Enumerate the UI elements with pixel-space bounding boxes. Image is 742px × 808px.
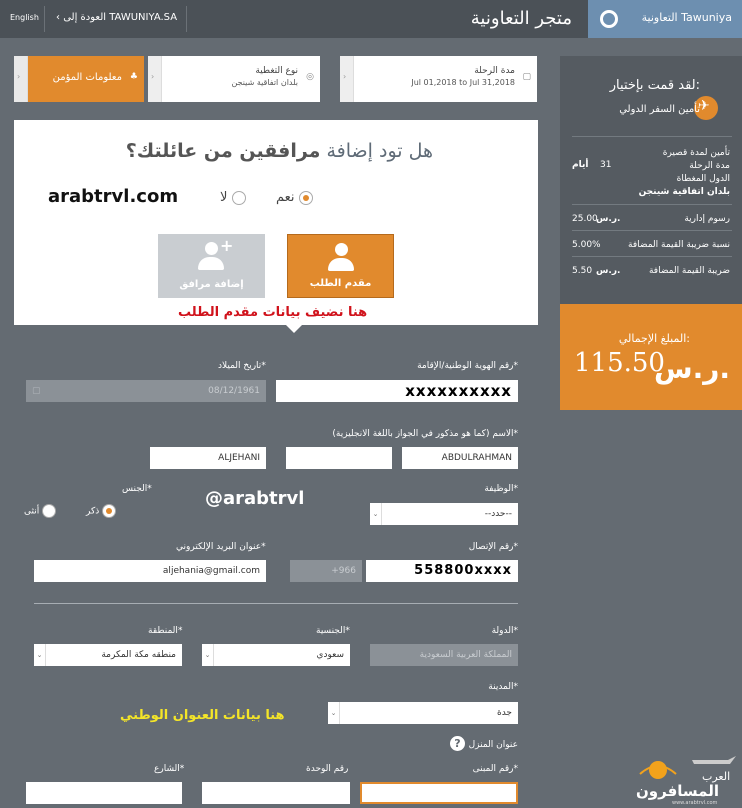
- back-link-label: العودة إلى TAWUNIYA.SA: [63, 12, 178, 23]
- city-label: المدينة*: [488, 682, 518, 692]
- divider: [572, 256, 732, 257]
- phone-value: 558800xxxx: [414, 563, 512, 578]
- top-bar: [0, 0, 742, 38]
- country-label: الدولة*: [491, 626, 518, 636]
- radio-no-button[interactable]: [232, 191, 246, 205]
- admin-fee-label: رسوم إدارية: [684, 214, 730, 224]
- store-title: متجر التعاونية: [470, 8, 572, 29]
- step-title: نوع التغطية: [255, 66, 298, 76]
- chevron-down-icon: ⌄: [34, 644, 46, 666]
- vat-value: 5.50: [572, 266, 593, 276]
- brand-name: التعاونية Tawuniya: [641, 11, 732, 24]
- radio-no-label: لا: [220, 190, 228, 205]
- radio-male-button[interactable]: [102, 504, 116, 518]
- arabtrvl-logo: [632, 752, 740, 806]
- vat-rate-label: نسبة ضريبة القيمة المضافة: [628, 240, 730, 250]
- phone-code: [290, 560, 362, 582]
- step-subtitle: بلدان اتفاقية شينجن: [231, 78, 298, 87]
- radio-yes[interactable]: [276, 190, 313, 205]
- building-label: رقم المبنى*: [472, 764, 518, 774]
- region-value: منطقه مكة المكرمة: [101, 650, 176, 660]
- add-companion-tile[interactable]: [158, 234, 265, 298]
- divider: [572, 204, 732, 205]
- total-label: المبلغ الإجمالي:: [618, 332, 690, 345]
- vat-currency: ر.س.: [596, 266, 621, 276]
- chevron-down-icon: ⌄: [328, 702, 340, 724]
- street-label: الشارع*: [154, 764, 185, 774]
- job-label: الوظيفة*: [484, 484, 518, 494]
- nationality-value: سعودي: [316, 650, 344, 660]
- step-coverage-type[interactable]: [148, 56, 320, 102]
- phone-input[interactable]: [366, 560, 518, 582]
- email-input[interactable]: [34, 560, 266, 582]
- radio-male[interactable]: [86, 504, 116, 518]
- divider: [572, 136, 732, 137]
- person-icon: [328, 243, 354, 273]
- step-arrow: ›: [14, 56, 28, 102]
- city-value: جدة: [496, 708, 512, 718]
- calendar-icon: ▢: [32, 386, 41, 396]
- home-address-label: عنوان المنزل: [468, 740, 518, 750]
- total-box: [560, 304, 742, 410]
- summary-duration-label: مدة الرحلة: [689, 161, 730, 171]
- applicant-tile-label: مقدم الطلب: [309, 278, 372, 289]
- divider: [572, 230, 732, 231]
- step-arrow: ›: [340, 56, 354, 102]
- calendar-icon: ▢: [522, 72, 531, 82]
- radio-yes-label: نعم: [276, 190, 295, 205]
- step-arrow: ›: [148, 56, 162, 102]
- summary-duration-value: 31: [600, 160, 612, 170]
- step-title: معلومات المؤمن: [52, 72, 122, 83]
- nationality-select[interactable]: [202, 644, 350, 666]
- job-select[interactable]: [370, 503, 518, 525]
- globe-icon: ◎: [306, 72, 314, 82]
- email-label: عنوان البريد الإلكتروني*: [176, 542, 266, 552]
- summary-duration-unit: أيام: [572, 160, 589, 170]
- dob-value: 08/12/1961: [208, 386, 260, 396]
- summary-term: تأمين لمدة قصيرة: [662, 148, 730, 158]
- total-amount: 115.50: [574, 348, 665, 378]
- tawuniya-logo-icon: [600, 10, 618, 28]
- logo-bottom-text: المسافرون: [636, 782, 720, 800]
- dob-label: تاريخ الميلاد*: [218, 361, 266, 371]
- country-value: المملكة العربية السعودية: [419, 650, 512, 660]
- users-icon: ♣: [129, 72, 138, 82]
- vat-label: ضريبة القيمة المضافة: [648, 266, 730, 276]
- radio-female-button[interactable]: [42, 504, 56, 518]
- section-divider: [34, 603, 518, 604]
- logo-top-text: العرب: [702, 770, 731, 783]
- summary-product: تأمين السفر الدولي: [619, 104, 700, 115]
- middle-name-input[interactable]: [286, 447, 392, 469]
- last-name-input[interactable]: [150, 447, 266, 469]
- first-name-input[interactable]: [402, 447, 518, 469]
- phone-label: رقم الإتصال*: [468, 542, 518, 552]
- city-select[interactable]: [328, 702, 518, 724]
- national-id-label: رقم الهوية الوطنية/الإقامة*: [417, 361, 518, 371]
- radio-female-label: أنثى: [24, 506, 40, 517]
- radio-no[interactable]: [220, 190, 246, 205]
- question-bold: مرافقين من عائلتك؟: [125, 140, 321, 162]
- divider: [186, 6, 187, 32]
- step-subtitle: Jul 01,2018 to Jul 31,2018: [411, 78, 515, 87]
- plus-icon: +: [220, 236, 234, 255]
- applicant-note: هنا نضيف بيانات مقدم الطلب: [178, 305, 368, 320]
- first-name-value: ABDULRAHMAN: [441, 453, 512, 463]
- chevron-down-icon: ⌄: [202, 644, 214, 666]
- divider: [44, 6, 45, 32]
- applicant-tile[interactable]: [287, 234, 394, 298]
- back-link[interactable]: ‹ العودة إلى TAWUNIYA.SA: [56, 12, 178, 23]
- summary-covered-label: الدول المغطاة: [676, 174, 730, 184]
- region-label: المنطقة*: [148, 626, 183, 636]
- tile-pointer: [286, 325, 302, 333]
- logo-url-text: www.arabtrvl.com: [672, 800, 718, 806]
- name-label: الاسم (كما هو مذكور في الجواز باللغة الانجليزية)*: [332, 429, 518, 439]
- step-insured-info[interactable]: [14, 56, 144, 102]
- gender-label: الجنس*: [122, 484, 152, 494]
- question-prefix: هل تود إضافة: [326, 140, 433, 162]
- nationality-label: الجنسية*: [316, 626, 350, 636]
- dob-input[interactable]: [26, 380, 266, 402]
- chevron-down-icon: ⌄: [370, 503, 382, 525]
- email-value: aljehania@gmail.com: [162, 566, 260, 576]
- unit-label: رقم الوحدة: [306, 764, 349, 774]
- street-input[interactable]: [26, 782, 182, 804]
- last-name-value: ALJEHANI: [218, 453, 260, 463]
- vat-rate-value: 5.00%: [572, 240, 601, 250]
- watermark-site: arabtrvl.com: [48, 186, 179, 207]
- building-input[interactable]: [360, 782, 518, 804]
- phone-code-value: +966: [331, 566, 356, 576]
- step-trip-duration[interactable]: [340, 56, 537, 102]
- unit-input[interactable]: [202, 782, 350, 804]
- companions-question: [126, 140, 433, 162]
- radio-yes-button[interactable]: [299, 191, 313, 205]
- job-value: --حدد--: [484, 509, 512, 519]
- radio-female[interactable]: [24, 504, 56, 518]
- national-id-value: xxxxxxxxxx: [405, 382, 512, 400]
- add-companions-card: [14, 120, 538, 325]
- language-switch[interactable]: English: [10, 13, 39, 22]
- help-icon[interactable]: ?: [450, 736, 465, 751]
- summary-heading: لقد قمت بإختيار:: [609, 78, 700, 93]
- total-currency: ر.س.: [653, 352, 730, 385]
- add-companion-label: إضافة مرافق: [179, 279, 244, 290]
- summary-covered-value: بلدان اتفاقية شينجن: [638, 187, 730, 197]
- watermark-handle: @arabtrvl: [205, 488, 305, 509]
- country-select: [370, 644, 518, 666]
- selection-summary: [560, 56, 742, 304]
- step-title: مدة الرحلة: [474, 66, 515, 76]
- admin-fee-currency: ر.س.: [596, 214, 621, 224]
- national-id-input[interactable]: [276, 380, 518, 402]
- region-select[interactable]: [34, 644, 182, 666]
- admin-fee-value: 25.00: [572, 214, 598, 224]
- brand-logo[interactable]: [588, 0, 742, 38]
- address-note: هنا بيانات العنوان الوطني: [120, 708, 285, 723]
- radio-male-label: ذكر: [86, 506, 100, 517]
